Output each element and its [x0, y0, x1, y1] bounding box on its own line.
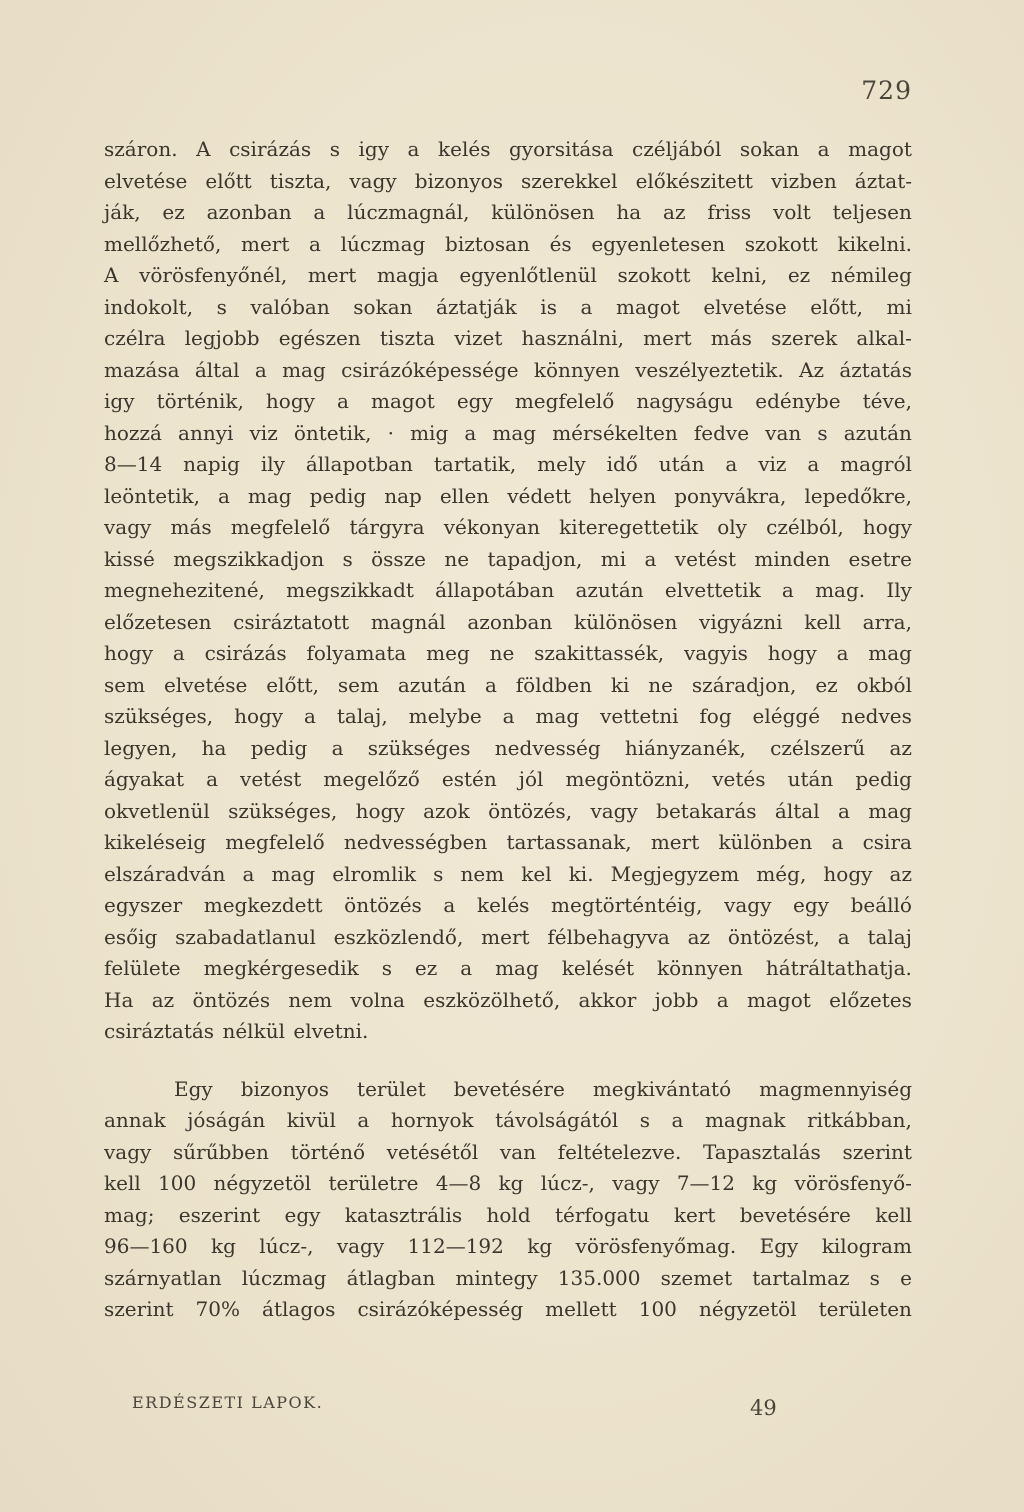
- text-line: szerint 70% átlagos csirázóképesség mellett 100 négyzetöl területen: [104, 1297, 912, 1321]
- text-line: előzetesen csiráztatott magnál azonban különösen vigyázni kell arra,: [104, 609, 912, 634]
- text-line: kissé megszikkadjon s össze ne tapadjon, mi a vetést minden esetre: [104, 546, 912, 571]
- text-line: mag; eszerint egy katasztrális hold térfogatu kert bevetésére kell: [104, 1202, 912, 1227]
- paragraph: [104, 134, 912, 1048]
- text-line: annak jóságán kivül a hornyok távolságától s a magnak ritkábban,: [104, 1108, 912, 1132]
- text-line: csiráztatás nélkül elvetni.: [104, 1019, 369, 1043]
- text-line: esőig szabadatlanul eszközlendő, mert félbehagyva az öntözést, a talaj: [104, 924, 912, 949]
- journal-title: ERDÉSZETI LAPOK.: [132, 1393, 324, 1412]
- text-line: ágyakat a vetést megelőző estén jól megöntözni, vetés után pedig: [104, 767, 912, 791]
- text-line: Egy bizonyos terület bevetésére megkivántató magmennyiség: [174, 1076, 912, 1101]
- text-line: 96—160 kg lúcz-, vagy 112—192 kg vörösfenyőmag. Egy kilogram: [104, 1234, 912, 1258]
- sheet-number: 49: [750, 1396, 777, 1420]
- text-line: vagy sűrűbben történő vetésétől van feltételezve. Tapasztalás szerint: [104, 1139, 912, 1164]
- text-line: leöntetik, a mag pedig nap ellen védett helyen ponyvákra, lepedőkre,: [104, 483, 912, 508]
- text-line: elszáradván a mag elromlik s nem kel ki. Megjegyzem még, hogy az: [104, 861, 912, 886]
- text-line: sem elvetése előtt, sem azután a földben ki ne száradjon, ez okból: [104, 672, 912, 697]
- text-line: megnehezitené, megszikkadt állapotában azután elvettetik a mag. Ily: [104, 578, 912, 602]
- paragraph-gap: [104, 1048, 912, 1074]
- text-line: A vörösfenyőnél, mert magja egyenlőtlenül szokott kelni, ez némileg: [104, 263, 912, 287]
- text-line: szárnyatlan lúczmag átlagban mintegy 135.000 szemet tartalmaz s e: [104, 1265, 912, 1290]
- text-line: indokolt, s valóban sokan áztatják is a magot elvetése előtt, mi: [104, 294, 912, 319]
- text-line: mazása által a mag csirázóképessége könnyen veszélyeztetik. Az áztatás: [104, 357, 912, 382]
- text-line: kell 100 négyzetöl területre 4—8 kg lúcz-, vagy 7—12 kg vörösfenyő-: [104, 1171, 912, 1195]
- text-line: Ha az öntözés nem volna eszközölhető, akkor jobb a magot előzetes: [104, 987, 912, 1012]
- text-line: vagy más megfelelő tárgyra vékonyan kiteregettetik oly czélból, hogy: [104, 515, 912, 539]
- text-line: legyen, ha pedig a szükséges nedvesség hiányzanék, czélszerű az: [104, 735, 912, 760]
- text-line: czélra legjobb egészen tiszta vizet használni, mert más szerek alkal-: [104, 326, 912, 350]
- text-line: igy történik, hogy a magot egy megfelelő nagyságu edénybe téve,: [104, 389, 912, 413]
- text-line: elvetése előtt tiszta, vagy bizonyos szerekkel előkészitett vizben áztat-: [104, 168, 912, 193]
- text-line: hozzá annyi viz öntetik, · mig a mag mérsékelten fedve van s azután: [104, 420, 912, 445]
- paragraph: [104, 1074, 912, 1326]
- text-line: kikeléseig megfelelő nedvességben tartassanak, mert különben a csira: [104, 830, 912, 854]
- text-line: hogy a csirázás folyamata meg ne szakittassék, vagyis hogy a mag: [104, 641, 912, 665]
- text-line: szükséges, hogy a talaj, melybe a mag vettetni fog eléggé nedves: [104, 704, 912, 728]
- page-number: 729: [861, 76, 912, 105]
- text-line: száron. A csirázás s igy a kelés gyorsitása czéljából sokan a magot: [104, 137, 912, 161]
- text-line: felülete megkérgesedik s ez a mag kelését könnyen hátráltathatja.: [104, 956, 912, 980]
- text-line: mellőzhető, mert a lúczmag biztosan és egyenletesen szokott kikelni.: [104, 231, 912, 256]
- text-line: okvetlenül szükséges, hogy azok öntözés, vagy betakarás által a mag: [104, 798, 912, 823]
- body-text: [104, 134, 912, 1326]
- text-line: egyszer megkezdett öntözés a kelés megtörténtéig, vagy egy beálló: [104, 893, 912, 917]
- text-line: ják, ez azonban a lúczmagnál, különösen ha az friss volt teljesen: [104, 200, 912, 224]
- text-line: 8—14 napig ily állapotban tartatik, mely idő után a viz a magról: [104, 452, 912, 476]
